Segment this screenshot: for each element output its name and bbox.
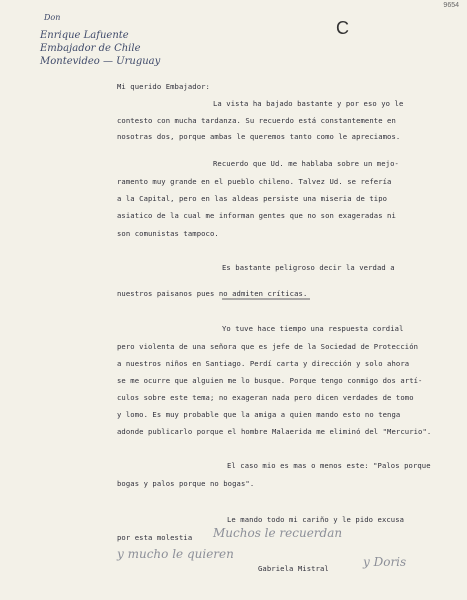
- body-line-underlined: nuestros paisanos pues no admiten críticas.: [117, 289, 308, 298]
- postscript-line: y Doris: [363, 555, 407, 569]
- folio-number: 9654: [443, 2, 459, 9]
- body-line: son comunistas tampoco.: [117, 229, 219, 238]
- body-line: por esta molestia: [117, 533, 193, 542]
- postscript-line: Muchos le recuerdan: [213, 526, 343, 540]
- body-line: a la Capital, pero en las aldeas persiste una miseria de tipo: [117, 194, 388, 203]
- body-line: ramento muy grande en el pueblo chileno. Talvez Ud. se refería: [117, 177, 392, 186]
- body-line: bogas y palos porque no bogas".: [117, 479, 255, 488]
- address-line: Embajador de Chile: [40, 43, 141, 54]
- salutation: Mi querido Embajador:: [117, 82, 210, 91]
- body-line: se me ocurre que alguien me lo busque. Porque tengo conmigo dos artí-: [117, 376, 423, 385]
- body-line: y lomo. Es muy probable que la amiga a quien mando esto no tenga: [117, 410, 401, 419]
- address-line: Enrique Lafuente: [40, 30, 129, 41]
- body-line: a nuestros niños en Santiago. Perdí carta y dirección y solo ahora: [117, 359, 410, 368]
- body-line: adonde publicarlo porque el hombre Malaerida me eliminó del "Mercurio".: [117, 427, 432, 436]
- body-line: nosotras dos, porque ambas le queremos tanto como le apreciamos.: [117, 132, 401, 141]
- body-line: culos sobre este tema; no exageran nada pero dicen verdades de tomo: [117, 393, 414, 402]
- body-line: pero violenta de una señora que es jefe de la Sociedad de Protección: [117, 342, 419, 351]
- postscript-line: y mucho le quieren: [117, 547, 234, 561]
- address-line: Don: [44, 13, 61, 22]
- body-line: Le mando todo mi cariño y le pido excusa: [227, 515, 405, 524]
- address-line: Montevideo — Uruguay: [40, 56, 161, 67]
- body-line: Recuerdo que Ud. me hablaba sobre un mejo-: [213, 159, 399, 168]
- signature-typed: Gabriela Mistral: [258, 564, 329, 573]
- body-line: Yo tuve hace tiempo una respuesta cordial: [222, 324, 404, 333]
- body-line: asiatico de la cual me informan gentes que no son exageradas ni: [117, 211, 396, 220]
- body-line: contesto con mucha tardanza. Su recuerdo está constantemente en: [117, 116, 396, 125]
- body-line: La vista ha bajado bastante y por eso yo le: [213, 99, 404, 108]
- body-line: Es bastante peligroso decir la verdad a: [222, 263, 395, 272]
- archive-mark: C: [336, 18, 349, 38]
- body-line: El caso mio es mas o menos este: "Palos porque: [227, 461, 431, 470]
